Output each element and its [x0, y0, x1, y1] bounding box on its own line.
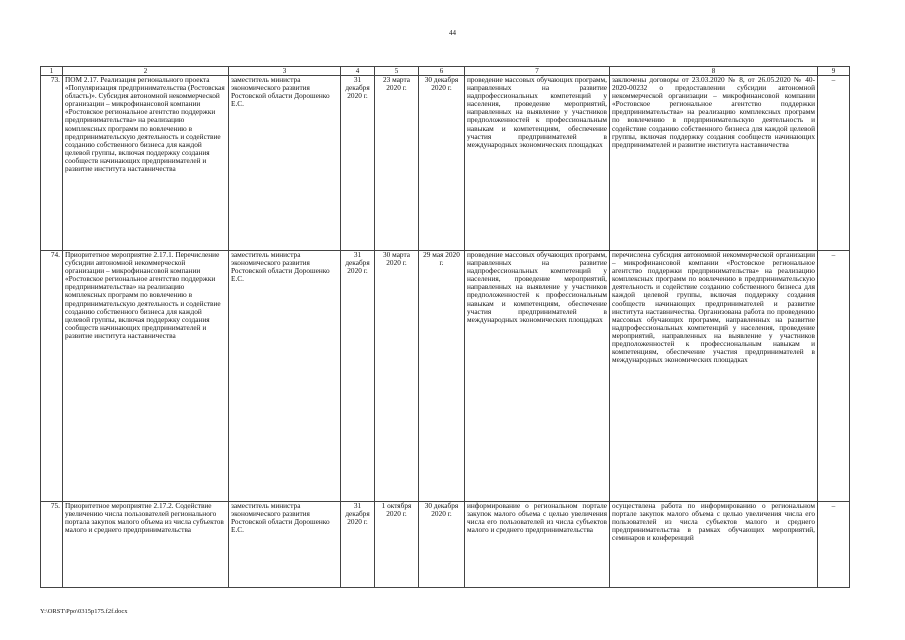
table-row [41, 251, 850, 502]
responsible-person: заместитель министра экономического развития Ростовской области Дорошенко Е.С. [229, 502, 341, 588]
plan-date: 31 декабря 2020 г. [341, 251, 375, 502]
actual-result: заключены договоры от 23.03.2020 № 8, от 26.05.2020 № 40-2020-00232 о предоставлении субсидии автономной некоммерческой организации – микрофинансовой компании «Ростовское региональное агентство поддержки предпринимательства» на реализацию комплексных программ по вовлечению в предпринимательскую деятельность и содействие созданию собственного бизнеса для каждой целевой группы, включая поддержку создания сообществ начинающих предпринимателей и развитие института наставничества [610, 76, 818, 251]
planned-result: информирование о региональном портале закупок малого объема с целью увеличения числа его пользователей из числа субъектов малого и среднего предпринимательства [465, 502, 610, 588]
report-table [40, 66, 850, 588]
file-path: Y:\ORST\Ppo\0315p175.f2f.docx [40, 608, 128, 615]
responsible-person: заместитель министра экономического развития Ростовской области Дорошенко Е.С. [229, 251, 341, 502]
column-number: 4 [341, 67, 375, 76]
actual-result: перечислена субсидия автономной некоммерческой организации – микрофинансовой компании «Ростовское региональное агентство поддержки предпринимательства» на реализацию комплексных программ по вовлечению в предпринимательскую деятельность и содействие созданию собственного бизнеса для каждой целевой группы, включая поддержку создания сообществ начинающих предпринимателей и развитие института наставничества. Организована работа по проведению массовых обучающих программ, направленных на развитие надпрофессиональных компетенций у населения, проведение мероприятий, направленных на выявление у участников предположенностей к профессиональным навыкам и компетенциям, обеспечение участия предпринимателей в международных экономических площадках [610, 251, 818, 502]
column-number: 8 [610, 67, 818, 76]
column-number: 1 [41, 67, 63, 76]
responsible-person: заместитель министра экономического развития Ростовской области Дорошенко Е.С. [229, 76, 341, 251]
column-number: 9 [818, 67, 850, 76]
page-number: 44 [449, 29, 456, 37]
start-date: 1 октября 2020 г. [375, 502, 419, 588]
table-row [41, 502, 850, 588]
plan-date: 31 декабря 2020 г. [341, 502, 375, 588]
planned-result: проведение массовых обучающих программ, направленных на развитие надпрофессиональных компетенций у населения, проведение мероприятий, направленных на выявление у участников предположенностей к профессиональным навыкам и компетенциям, обеспечение участия предпринимателей в международных экономических площадках [465, 76, 610, 251]
actual-result: осуществлена работа по информированию о региональном портале закупок малого объема с целью увеличения числа его пользователей из числа субъектов малого и среднего предпринимательства в рамках обучающих мероприятий, семинаров и конференций [610, 502, 818, 588]
column-number: 2 [63, 67, 229, 76]
note: – [818, 251, 850, 502]
planned-result: проведение массовых обучающих программ, направленных на развитие надпрофессиональных компетенций у населения, проведение мероприятий, направленных на выявление у участников предположенностей к профессиональным навыкам и компетенциям, обеспечение участия предпринимателей в международных экономических площадках [465, 251, 610, 502]
start-date: 23 марта 2020 г. [375, 76, 419, 251]
note: – [818, 76, 850, 251]
row-number: 75. [41, 502, 63, 588]
column-number-row [41, 67, 850, 76]
start-date: 30 марта 2020 г. [375, 251, 419, 502]
plan-date: 31 декабря 2020 г. [341, 76, 375, 251]
end-date: 30 декабря 2020 г. [419, 502, 465, 588]
event-name: Приоритетное мероприятие 2.17.1. Перечисление субсидии автономной некоммерческой организации – микрофинансовой компании «Ростовское региональное агентство поддержки предпринимательства» на реализацию комплексных программ по вовлечению в предпринимательскую деятельность и содействие созданию собственного бизнеса для каждой целевой группы, включая поддержку создания сообществ начинающих предпринимателей и развитие института наставничества [63, 251, 229, 502]
column-number: 3 [229, 67, 341, 76]
end-date: 29 мая 2020 г. [419, 251, 465, 502]
column-number: 7 [465, 67, 610, 76]
column-number: 6 [419, 67, 465, 76]
note: – [818, 502, 850, 588]
row-number: 73. [41, 76, 63, 251]
end-date: 30 декабря 2020 г. [419, 76, 465, 251]
column-number: 5 [375, 67, 419, 76]
event-name: Приоритетное мероприятие 2.17.2. Содействие увеличению числа пользователей регионального портала закупок малого объема из числа субъектов малого и среднего предпринимательства [63, 502, 229, 588]
row-number: 74. [41, 251, 63, 502]
event-name: ПОМ 2.17. Реализация регионального проекта «Популяризация предпринимательства (Ростовская область)». Субсидия автономной некоммерческой организации – микрофинансовой компании «Ростовское региональное агентство поддержки предпринимательства» на реализацию комплексных программ по вовлечению в предпринимательскую деятельность и содействие созданию собственного бизнеса для каждой целевой группы, включая поддержку создания сообществ начинающих предпринимателей и развитие института наставничества [63, 76, 229, 251]
table-row [41, 76, 850, 251]
